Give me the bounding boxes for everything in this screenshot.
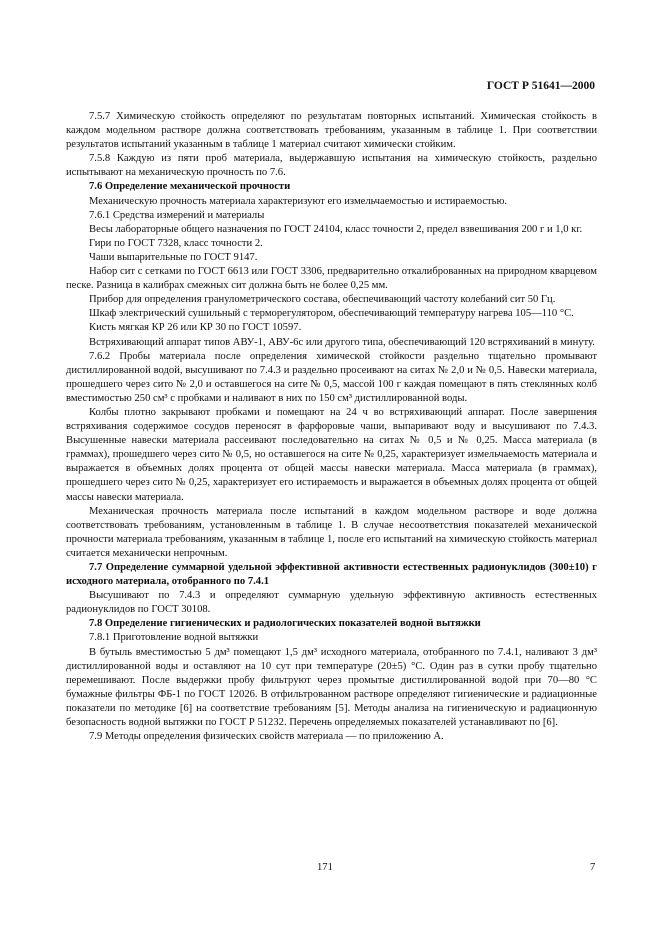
paragraph: Весы лабораторные общего назначения по ГОСТ 24104, класс точности 2, предел взвешивания 200 г и 1,0 кг. bbox=[89, 223, 583, 235]
standard-header: ГОСТ Р 51641—2000 bbox=[486, 80, 595, 92]
sheet-number: 7 bbox=[590, 862, 596, 873]
paragraph: Встряхивающий аппарат типов АВУ-1, АВУ-6с или другого типа, обеспечивающий 120 встряхиваний в минуту. bbox=[89, 336, 595, 348]
paragraph: Чаши выпарительные по ГОСТ 9147. bbox=[89, 251, 258, 263]
paragraph-7-5-7: 7.5.7 Химическую стойкость определяют по результатам повторных испытаний. Химическая стойкость в каждом модельном растворе должна соответствовать требованиям, указанным в таблице 1. При соответствии результатов испытаний указанным в таблице 1 материал считают химически стойким. bbox=[66, 111, 597, 151]
paragraph: Механическая прочность материала после испытаний в каждом модельном растворе и воде должна соответствовать требованиям, установленным в таблице 1. В случае несоответствия показателей механической прочности материала требованиям, указанным в таблице 1, после его испытаний на химическую стойкость материал считается механически непрочным. bbox=[66, 505, 597, 559]
paragraph: Прибор для определения гранулометрического состава, обеспечивающий частоту колебаний сит 50 Гц. bbox=[89, 294, 556, 306]
paragraph-7-9: 7.9 Методы определения физических свойств материала — по приложению А. bbox=[89, 731, 444, 743]
heading-7-6: 7.6 Определение механической прочности bbox=[89, 181, 291, 193]
paragraph: Механическую прочность материала характеризуют его измельчаемостью и истираемостью. bbox=[89, 195, 508, 207]
page-number: 171 bbox=[317, 862, 333, 873]
paragraph: Высушивают по 7.4.3 и определяют суммарную удельную эффективную активность естественных радионуклидов по ГОСТ 30108. bbox=[66, 590, 597, 616]
paragraph: Гири по ГОСТ 7328, класс точности 2. bbox=[89, 237, 263, 249]
heading-7-7: 7.7 Определение суммарной удельной эффективной активности естественных радионуклидов (300±10) г исходного материала, отобранного по 7.4.1 bbox=[66, 562, 597, 588]
paragraph: Кисть мягкая КР 26 или КР 30 по ГОСТ 10597. bbox=[89, 322, 302, 334]
heading-7-8: 7.8 Определение гигиенических и радиологических показателей водной вытяжки bbox=[89, 618, 481, 630]
paragraph: Колбы плотно закрывают пробками и помещают на 24 ч во встряхивающий аппарат. После завершения встряхивания содержимое сосудов переносят в фарфоровые чаши, выпаривают воду и высушивают по 7.4.3. Высушенные навески материала рассеивают последовательно на ситах № 0,5 и № 0,25. Масса материала (в граммах), прошедшего через сито № 0,5, но оставшегося на сите № 0,25, характеризует измельчаемость материала и выражается в объемных долях процента от общей массы навески материала. Масса материала (в граммах), прошедшего через сито № 0,25, характеризует его истираемость и выражается в объемных долях процента от общей массы навески материала. bbox=[66, 406, 597, 503]
paragraph: В бутыль вместимостью 5 дм³ помещают 1,5 дм³ исходного материала, отобранного по 7.4.1, наливают 3 дм³ дистиллированной воды и оставляют на 10 сут при температуре (20±5) °С. Один раз в сутки пробу тщательно перемешивают. После выдержки пробу фильтруют через промытые дистиллированной водой при 70—80 °С бумажные фильтры ФБ-1 по ГОСТ 12026. В отфильтрованном растворе определяют гигиенические и радиационные показатели по методике [6] на соответствие требованиям [5]. Методы анализа на гигиеническую и радиационную безопасность водной вытяжки по ГОСТ Р 51232. Перечень определяемых показателей устанавливают по [6]. bbox=[66, 646, 597, 729]
page-body bbox=[66, 110, 597, 744]
paragraph: Набор сит с сетками по ГОСТ 6613 или ГОСТ 3306, предварительно откалиброванных на природном кварцевом песке. Разница в калибрах смежных сит должна быть не более 0,25 мм. bbox=[66, 266, 597, 292]
paragraph-7-6-2: 7.6.2 Пробы материала после определения химической стойкости раздельно тщательно промывают дистиллированной водой, высушивают по 7.4.3 и раздельно просеивают на ситах № 2,0 и № 0,5. Навески материала, прошедшего через сито № 2,0 и оставшегося на сите № 0,5, массой 100 г каждая помещают в пять стеклянных колб вместимостью 250 см³ с пробками и наливают в них по 150 см³ дистиллированной воды. bbox=[66, 350, 597, 404]
subheading-7-8-1: 7.8.1 Приготовление водной вытяжки bbox=[89, 632, 259, 644]
subheading-7-6-1: 7.6.1 Средства измерений и материалы bbox=[89, 209, 265, 221]
paragraph-7-5-8: 7.5.8 Каждую из пяти проб материала, выдержавшую испытания на химическую стойкость, раздельно испытывают на механическую прочность по 7.6. bbox=[66, 153, 597, 179]
paragraph: Шкаф электрический сушильный с терморегулятором, обеспечивающий температуру нагрева 105—110 °С. bbox=[89, 308, 574, 320]
